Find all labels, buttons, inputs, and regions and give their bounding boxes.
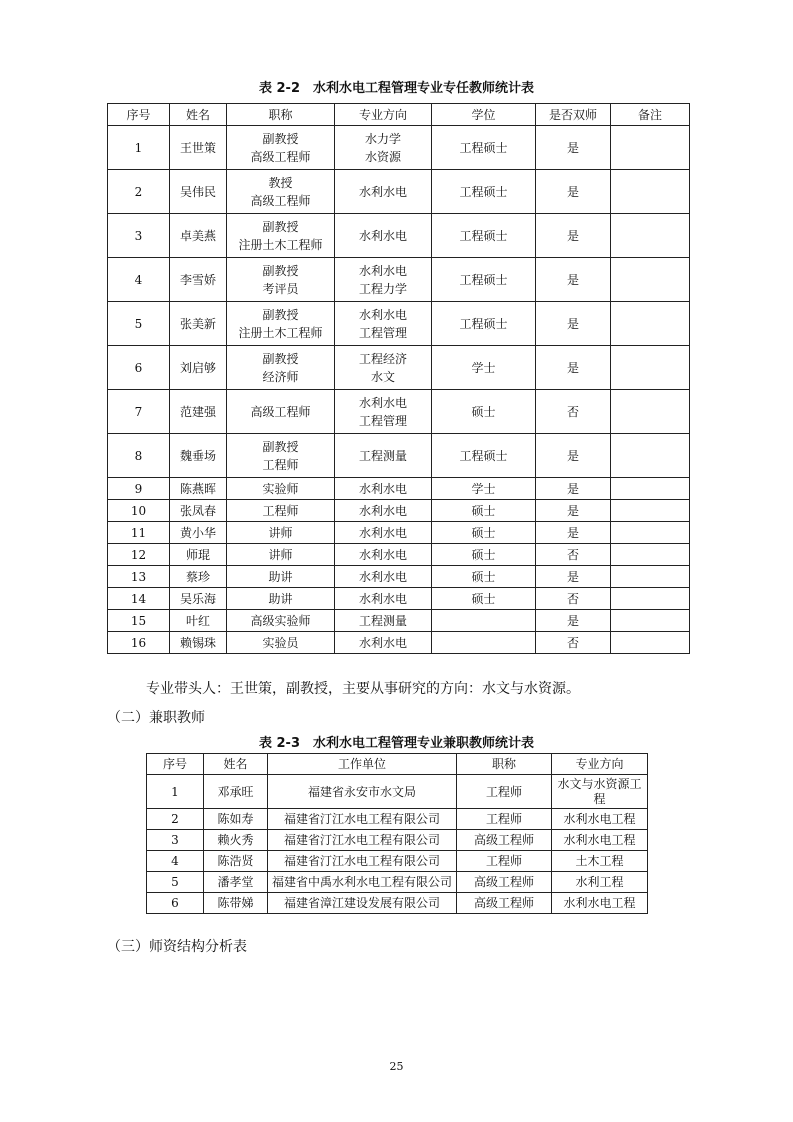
cell-name: 陈浩贤 (204, 851, 268, 872)
cell-title-line: 讲师 (268, 525, 293, 540)
cell-no: 16 (108, 632, 170, 654)
cell-field-line: 工程经济 (358, 351, 407, 366)
table-row (108, 434, 690, 478)
table-row (108, 170, 690, 214)
cell-field: 水利工程 (552, 872, 648, 893)
table-row (108, 588, 690, 610)
cell-field: 水利水电工程 (552, 893, 648, 914)
cell-note (611, 258, 690, 302)
cell-title (227, 126, 335, 170)
cell-title-line: 注册土木工程师 (238, 325, 323, 340)
cell-title (227, 544, 335, 566)
cell-note (611, 544, 690, 566)
cell-no: 1 (147, 775, 204, 809)
cell-title-line: 注册土木工程师 (238, 237, 323, 252)
cell-title-line: 高级实验师 (250, 613, 311, 628)
cell-degree: 硕士 (432, 588, 536, 610)
cell-note (611, 346, 690, 390)
cell-field-line: 水利水电 (358, 503, 407, 518)
cell-field-line: 水利水电 (358, 184, 407, 199)
cell-title: 工程师 (457, 775, 552, 809)
cell-field: 水文与水资源工程 (552, 775, 648, 809)
cell-field-line: 水利水电 (358, 228, 407, 243)
cell-dual: 是 (536, 434, 611, 478)
cell-title-line: 高级工程师 (250, 193, 311, 208)
cell-note (611, 126, 690, 170)
cell-note (611, 610, 690, 632)
cell-title: 高级工程师 (457, 830, 552, 851)
cell-name: 刘启够 (170, 346, 227, 390)
cell-note (611, 434, 690, 478)
cell-title-line: 副教授 (262, 351, 299, 366)
cell-field-line: 水利水电 (358, 635, 407, 650)
col-header-name: 姓名 (170, 104, 227, 126)
cell-name: 叶红 (170, 610, 227, 632)
cell-field-line: 水利水电 (358, 525, 407, 540)
table-row (147, 830, 648, 851)
cell-field-line: 工程测量 (358, 613, 407, 628)
cell-field-line: 水利水电 (358, 307, 407, 322)
col-header-title: 职称 (457, 754, 552, 775)
cell-note (611, 588, 690, 610)
cell-field-line: 工程管理 (358, 325, 407, 340)
table-row (147, 872, 648, 893)
cell-field (335, 302, 432, 346)
col-header-dual: 是否双师 (536, 104, 611, 126)
cell-title-line: 考评员 (262, 281, 299, 296)
cell-field-line: 水利水电 (358, 547, 407, 562)
cell-degree: 学士 (432, 478, 536, 500)
cell-field (335, 610, 432, 632)
table-row (147, 809, 648, 830)
cell-no: 6 (108, 346, 170, 390)
cell-field (335, 258, 432, 302)
cell-dual: 是 (536, 302, 611, 346)
col-header-note: 备注 (611, 104, 690, 126)
cell-name: 魏垂场 (170, 434, 227, 478)
table-row (108, 390, 690, 434)
table-row (108, 302, 690, 346)
cell-no: 14 (108, 588, 170, 610)
cell-name: 李雪娇 (170, 258, 227, 302)
cell-title-line: 副教授 (262, 219, 299, 234)
cell-degree: 硕士 (432, 544, 536, 566)
cell-title (227, 566, 335, 588)
cell-title (227, 478, 335, 500)
cell-dual: 是 (536, 478, 611, 500)
cell-title (227, 346, 335, 390)
cell-title (227, 588, 335, 610)
cell-degree: 工程硕士 (432, 258, 536, 302)
cell-field (335, 434, 432, 478)
cell-dual: 否 (536, 390, 611, 434)
cell-name: 黄小华 (170, 522, 227, 544)
cell-title-line: 经济师 (262, 369, 299, 384)
cell-name: 吴乐海 (170, 588, 227, 610)
cell-field-line: 工程测量 (358, 448, 407, 463)
cell-title-line: 助讲 (268, 569, 293, 584)
cell-name: 陈带娣 (204, 893, 268, 914)
table-row (108, 522, 690, 544)
cell-field-line: 水利水电 (358, 395, 407, 410)
page-number: 25 (389, 1060, 404, 1073)
cell-name: 张美新 (170, 302, 227, 346)
cell-no: 1 (108, 126, 170, 170)
cell-field-line: 水文 (370, 369, 395, 384)
cell-field (335, 566, 432, 588)
cell-title (227, 632, 335, 654)
cell-title-line: 讲师 (268, 547, 293, 562)
cell-title (227, 522, 335, 544)
table-row (108, 214, 690, 258)
cell-title-line: 工程师 (262, 503, 299, 518)
cell-title-line: 高级工程师 (250, 149, 311, 164)
cell-note (611, 390, 690, 434)
cell-dual: 是 (536, 170, 611, 214)
cell-unit: 福建省中禹水利水电工程有限公司 (268, 872, 457, 893)
cell-field (335, 346, 432, 390)
table-row (108, 566, 690, 588)
col-header-no: 序号 (147, 754, 204, 775)
cell-note (611, 478, 690, 500)
cell-dual: 是 (536, 346, 611, 390)
cell-unit: 福建省汀江水电工程有限公司 (268, 830, 457, 851)
cell-title: 高级工程师 (457, 872, 552, 893)
col-header-field: 专业方向 (335, 104, 432, 126)
cell-degree: 工程硕士 (432, 434, 536, 478)
table2-header-row (147, 754, 648, 775)
cell-degree: 硕士 (432, 390, 536, 434)
cell-field-line: 水利水电 (358, 591, 407, 606)
cell-degree: 硕士 (432, 566, 536, 588)
cell-note (611, 214, 690, 258)
cell-field-line: 水力学 (364, 131, 401, 146)
cell-field (335, 500, 432, 522)
cell-title-line: 教授 (268, 175, 293, 190)
col-header-degree: 学位 (432, 104, 536, 126)
cell-unit: 福建省永安市水文局 (268, 775, 457, 809)
cell-note (611, 170, 690, 214)
cell-title (227, 302, 335, 346)
cell-field-line: 水利水电 (358, 263, 407, 278)
table-row (147, 851, 648, 872)
cell-no: 10 (108, 500, 170, 522)
cell-no: 5 (108, 302, 170, 346)
cell-note (611, 632, 690, 654)
cell-dual: 否 (536, 588, 611, 610)
cell-no: 7 (108, 390, 170, 434)
table-row (108, 500, 690, 522)
col-header-no: 序号 (108, 104, 170, 126)
cell-no: 5 (147, 872, 204, 893)
cell-field: 水利水电工程 (552, 809, 648, 830)
table-row (147, 893, 648, 914)
cell-field (335, 390, 432, 434)
cell-dual: 是 (536, 126, 611, 170)
cell-degree: 工程硕士 (432, 126, 536, 170)
cell-note (611, 500, 690, 522)
cell-field-line: 工程管理 (358, 413, 407, 428)
cell-field (335, 126, 432, 170)
cell-no: 15 (108, 610, 170, 632)
cell-dual: 是 (536, 500, 611, 522)
fulltime-teachers-table (107, 103, 690, 654)
cell-dual: 否 (536, 544, 611, 566)
cell-no: 13 (108, 566, 170, 588)
cell-field (335, 170, 432, 214)
cell-title: 工程师 (457, 809, 552, 830)
cell-title (227, 500, 335, 522)
cell-field: 水利水电工程 (552, 830, 648, 851)
cell-no: 11 (108, 522, 170, 544)
cell-no: 2 (108, 170, 170, 214)
table-row (147, 775, 648, 809)
table-row (108, 610, 690, 632)
cell-title (227, 170, 335, 214)
cell-name: 卓美燕 (170, 214, 227, 258)
cell-name: 潘孝堂 (204, 872, 268, 893)
table-row (108, 346, 690, 390)
cell-name: 陈如寿 (204, 809, 268, 830)
cell-note (611, 566, 690, 588)
cell-title-line: 助讲 (268, 591, 293, 606)
cell-field-line: 水利水电 (358, 481, 407, 496)
cell-no: 2 (147, 809, 204, 830)
cell-title (227, 214, 335, 258)
cell-title-line: 副教授 (262, 131, 299, 146)
cell-name: 邓承旺 (204, 775, 268, 809)
cell-name: 吴伟民 (170, 170, 227, 214)
cell-title: 高级工程师 (457, 893, 552, 914)
cell-title-line: 实验员 (262, 635, 299, 650)
table1-caption: 表 2-2 水利水电工程管理专业专任教师统计表 (258, 81, 534, 96)
cell-degree: 工程硕士 (432, 214, 536, 258)
col-header-unit: 工作单位 (268, 754, 457, 775)
cell-title (227, 610, 335, 632)
cell-dual: 是 (536, 258, 611, 302)
section-heading-structure: （三）师资结构分析表 (107, 939, 247, 955)
cell-note (611, 522, 690, 544)
cell-field (335, 632, 432, 654)
parttime-teachers-table (146, 753, 648, 914)
cell-degree: 硕士 (432, 522, 536, 544)
cell-field: 土木工程 (552, 851, 648, 872)
cell-title-line: 副教授 (262, 263, 299, 278)
cell-dual: 是 (536, 522, 611, 544)
cell-degree: 工程硕士 (432, 170, 536, 214)
cell-no: 4 (147, 851, 204, 872)
cell-name: 赖火秀 (204, 830, 268, 851)
cell-unit: 福建省漳江建设发展有限公司 (268, 893, 457, 914)
table-row (108, 544, 690, 566)
cell-field (335, 588, 432, 610)
cell-no: 3 (147, 830, 204, 851)
table-row (108, 478, 690, 500)
cell-title-line: 高级工程师 (250, 404, 311, 419)
cell-name: 张凤春 (170, 500, 227, 522)
cell-field-line: 水资源 (364, 149, 401, 164)
col-header-name: 姓名 (204, 754, 268, 775)
leader-paragraph: 专业带头人：王世策，副教授，主要从事研究的方向：水文与水资源。 (146, 681, 580, 697)
cell-field-line: 水利水电 (358, 569, 407, 584)
cell-field (335, 544, 432, 566)
cell-no: 4 (108, 258, 170, 302)
section-heading-parttime: （二）兼职教师 (107, 710, 205, 726)
col-header-field: 专业方向 (552, 754, 648, 775)
cell-field (335, 522, 432, 544)
cell-name: 王世策 (170, 126, 227, 170)
cell-name: 陈燕晖 (170, 478, 227, 500)
cell-field (335, 214, 432, 258)
table-row (108, 258, 690, 302)
cell-no: 3 (108, 214, 170, 258)
cell-name: 师琨 (170, 544, 227, 566)
table-row (108, 632, 690, 654)
cell-title-line: 副教授 (262, 439, 299, 454)
col-header-title: 职称 (227, 104, 335, 126)
cell-no: 8 (108, 434, 170, 478)
cell-name: 范建强 (170, 390, 227, 434)
cell-no: 12 (108, 544, 170, 566)
table2-caption: 表 2-3 水利水电工程管理专业兼职教师统计表 (258, 736, 534, 751)
cell-note (611, 302, 690, 346)
cell-title (227, 390, 335, 434)
cell-dual: 是 (536, 214, 611, 258)
cell-title-line: 副教授 (262, 307, 299, 322)
cell-field (335, 478, 432, 500)
cell-title-line: 工程师 (262, 457, 299, 472)
table1-header-row (108, 104, 690, 126)
cell-name: 赖锡珠 (170, 632, 227, 654)
cell-unit: 福建省汀江水电工程有限公司 (268, 851, 457, 872)
cell-degree: 工程硕士 (432, 302, 536, 346)
cell-no: 9 (108, 478, 170, 500)
cell-dual: 是 (536, 566, 611, 588)
cell-degree: 学士 (432, 346, 536, 390)
cell-title: 工程师 (457, 851, 552, 872)
cell-name: 蔡珍 (170, 566, 227, 588)
cell-degree (432, 610, 536, 632)
cell-no: 6 (147, 893, 204, 914)
cell-dual: 是 (536, 610, 611, 632)
cell-field-line: 工程力学 (358, 281, 407, 296)
cell-degree: 硕士 (432, 500, 536, 522)
cell-degree (432, 632, 536, 654)
cell-dual: 否 (536, 632, 611, 654)
cell-title-line: 实验师 (262, 481, 299, 496)
cell-title (227, 258, 335, 302)
table-row (108, 126, 690, 170)
cell-unit: 福建省汀江水电工程有限公司 (268, 809, 457, 830)
cell-title (227, 434, 335, 478)
